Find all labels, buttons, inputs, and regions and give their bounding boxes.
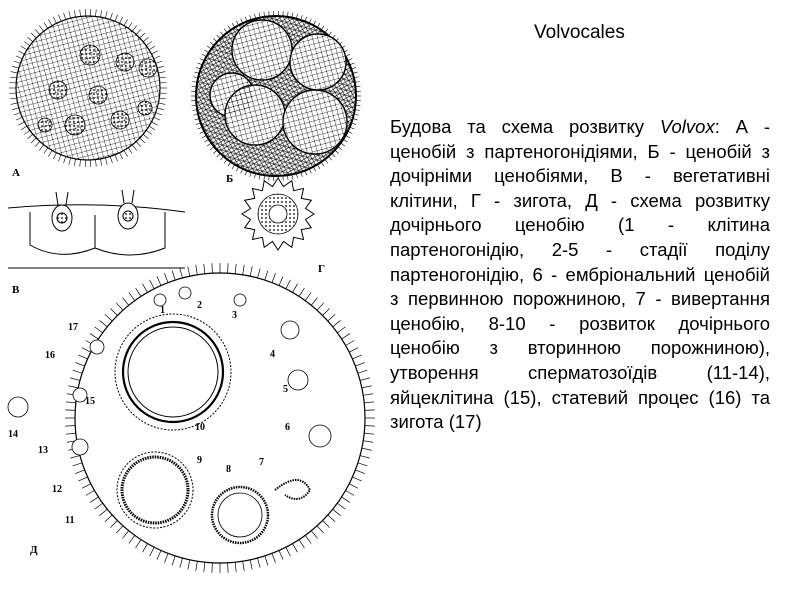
stage-number-2: 2: [197, 300, 202, 311]
stage-number-16: 16: [45, 350, 55, 361]
stage-number-4: 4: [270, 349, 275, 360]
stage-number-10: 10: [195, 422, 205, 433]
stage-number-8: 8: [226, 464, 231, 475]
stage-number-9: 9: [197, 455, 202, 466]
panel-g-zygote: [242, 178, 314, 250]
stage-number-11: 11: [65, 515, 75, 526]
panel-a-colony: [9, 9, 167, 167]
panel-label-d: Д: [30, 544, 38, 556]
stage-number-13: 13: [38, 445, 48, 456]
stage-number-15: 15: [85, 396, 95, 407]
panel-d-development-scheme: [8, 263, 375, 573]
panel-label-a: А: [12, 167, 20, 179]
panel-label-v: В: [12, 284, 20, 296]
panel-label-b: Б: [226, 173, 234, 185]
figure-description: [390, 115, 770, 435]
stage-number-17: 17: [68, 322, 78, 333]
description-lead: Будова та схема розвитку: [390, 116, 660, 137]
description-genus: Volvox: [659, 116, 715, 137]
panel-label-g: Г: [318, 263, 325, 275]
volvox-illustration: [0, 0, 390, 600]
stage-number-12: 12: [52, 484, 62, 495]
stage-number-7: 7: [259, 457, 264, 468]
stage-number-1: 1: [160, 305, 165, 316]
stage-number-14: 14: [8, 429, 18, 440]
stage-number-5: 5: [283, 384, 288, 395]
stage-number-3: 3: [232, 310, 237, 321]
panel-v-vegetative-cells: [8, 190, 185, 268]
stage-number-6: 6: [285, 422, 290, 433]
slide-title: Volvocales: [534, 22, 625, 43]
panel-b-colony: [191, 11, 361, 181]
description-body: : А - ценобій з партеногонідіями, Б - ценобій з дочірніми ценобіями, В - вегетативні клітини, Г - зигота, Д - схема розвитку дочірнього ценобію (1 - клітина партеногонідію, 2-5 - стадії поділу партеногонідію, 6 - ембріональний ценобій з первинною порожниною, 7 - вивертання ценобію, 8-10 - розвиток дочірнього ценобію з вторинною порожниною), утворення сперматозоїдів (11-14), яйцеклітина (15), статевий процес (16) та зигота (17): [390, 116, 770, 433]
